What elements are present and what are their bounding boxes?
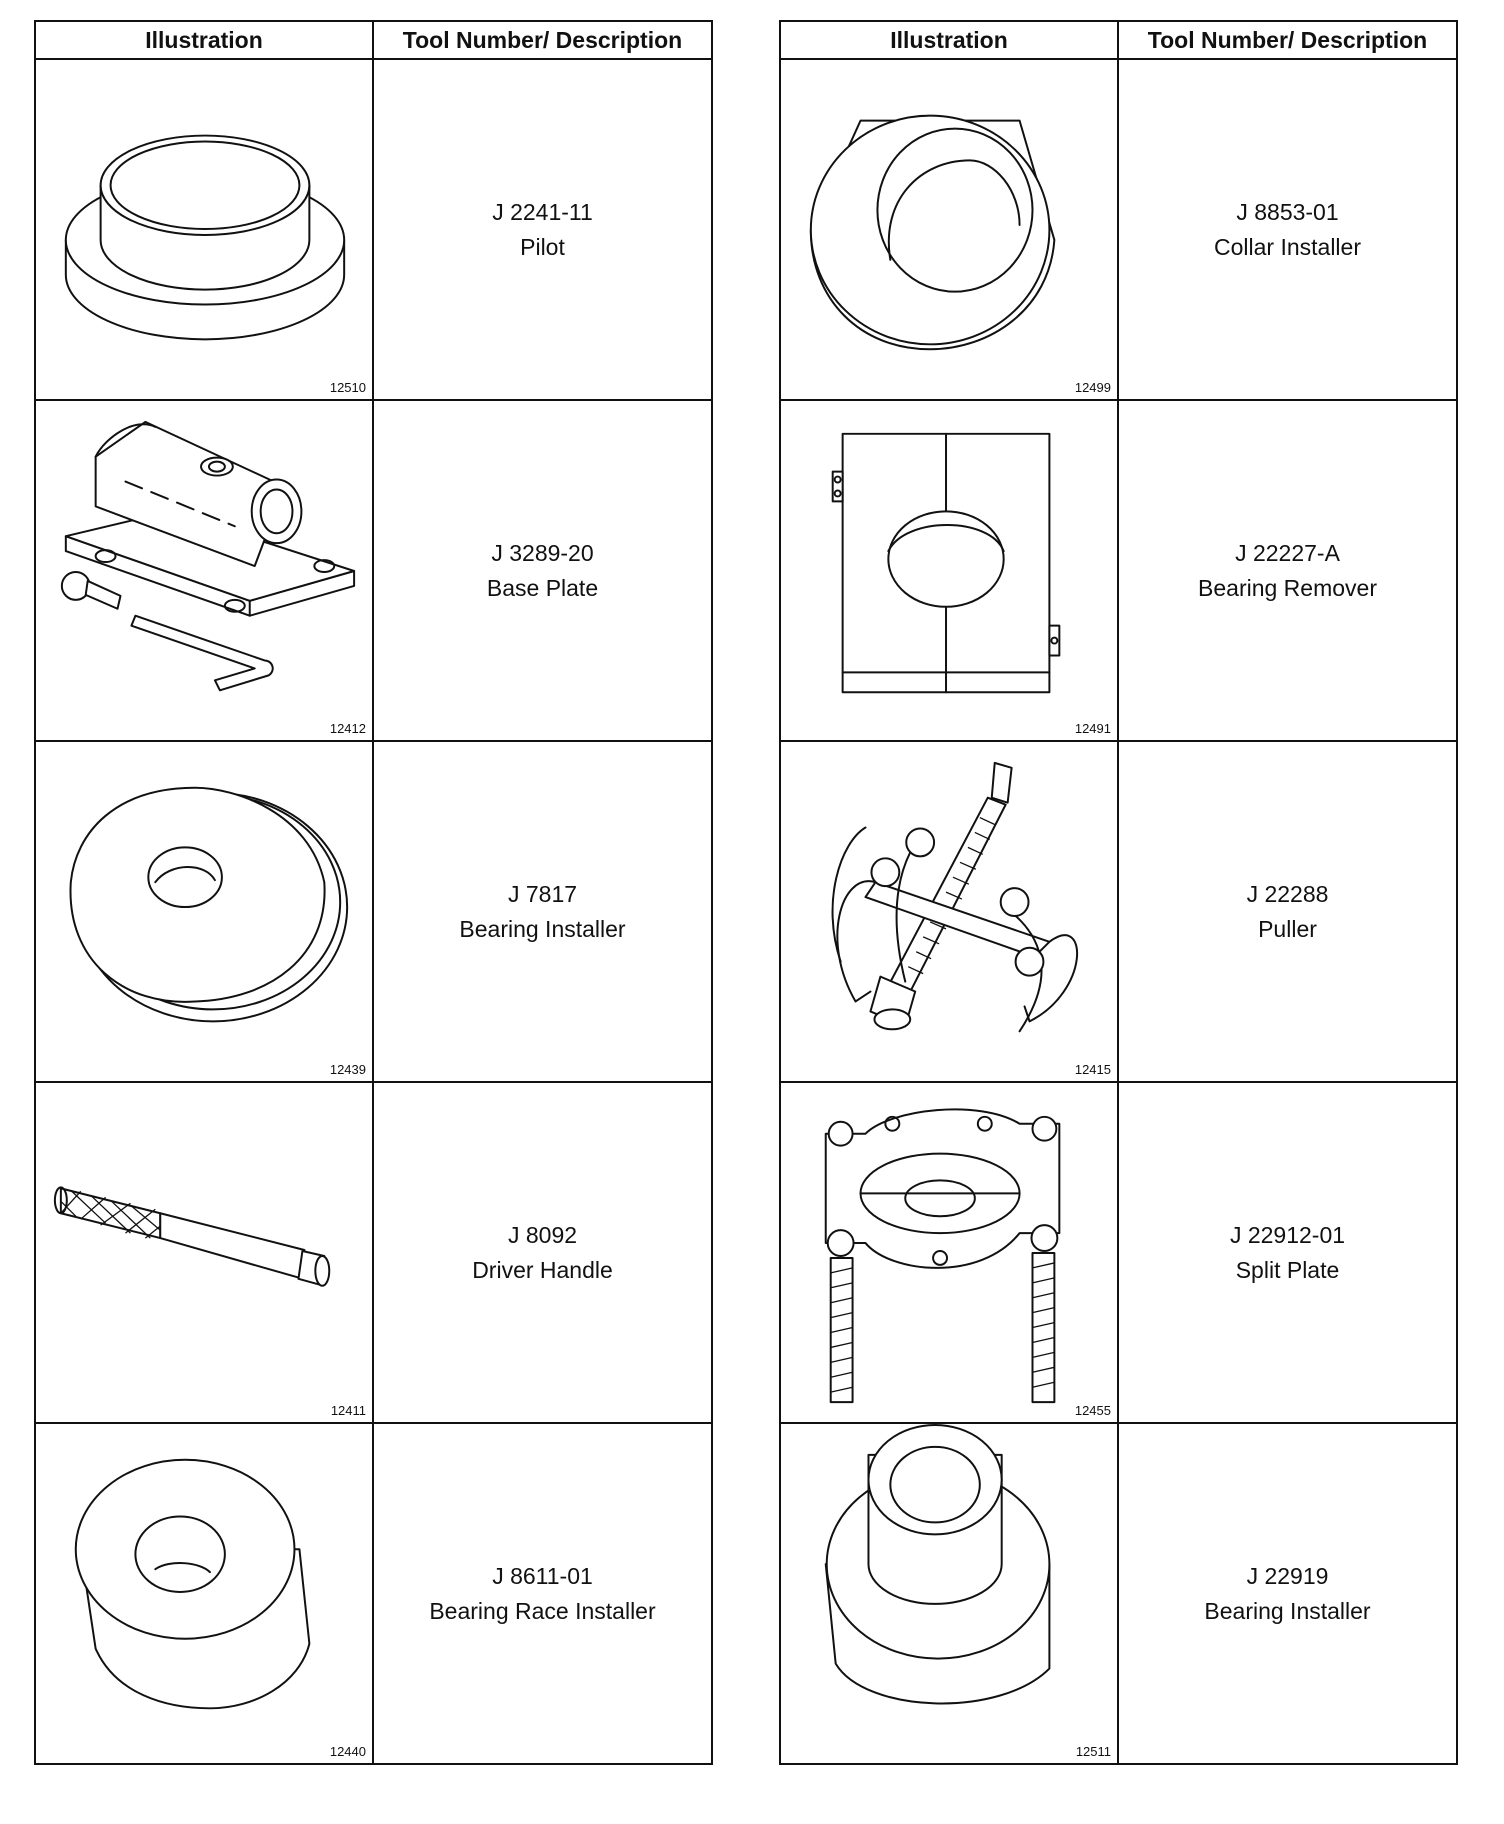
figure-number: 12491 [1074, 721, 1111, 736]
figure-number: 12439 [329, 1062, 366, 1077]
tool-description [373, 741, 712, 1082]
table-row [35, 59, 712, 400]
illustration-cell [781, 1424, 1117, 1763]
illustration-cell [781, 401, 1117, 740]
illustration-cell [781, 742, 1117, 1081]
tool-name: Bearing Race Installer [429, 1597, 656, 1624]
bearing-race-installer-icon [36, 1424, 372, 1763]
tool-description [1118, 741, 1457, 1082]
tool-name: Bearing Remover [1198, 574, 1377, 601]
tool-description [1118, 1423, 1457, 1764]
table-row [780, 59, 1457, 400]
illustration-cell [36, 742, 372, 1081]
figure-number: 12411 [330, 1403, 366, 1418]
illustration-cell [36, 1083, 372, 1422]
figure-number: 12511 [1075, 1744, 1111, 1759]
table-row [780, 741, 1457, 1082]
tool-number: J 22227-A [1235, 539, 1340, 566]
tool-description [1118, 1082, 1457, 1423]
table-row [35, 400, 712, 741]
tool-table-left [34, 20, 713, 1765]
tool-description [373, 1423, 712, 1764]
bearing-installer-cup-icon [781, 1424, 1117, 1763]
table-row [35, 1423, 712, 1764]
illustration-header: Illustration [35, 21, 373, 59]
table-row [35, 741, 712, 1082]
base-plate-icon [36, 401, 372, 740]
table-header-row [35, 21, 712, 59]
table-row [780, 1082, 1457, 1423]
tool-number: J 8611-01 [492, 1562, 593, 1589]
figure-number: 12415 [1074, 1062, 1111, 1077]
pilot-icon [36, 60, 372, 399]
bearing-remover-icon [781, 401, 1117, 740]
figure-number: 12510 [329, 380, 366, 395]
illustration-cell [781, 60, 1117, 399]
puller-icon [781, 742, 1117, 1081]
table-row [780, 1423, 1457, 1764]
illustration-cell [36, 60, 372, 399]
description-header: Tool Number/ Description [1118, 21, 1457, 59]
description-header: Tool Number/ Description [373, 21, 712, 59]
tool-description [373, 59, 712, 400]
table-row [780, 400, 1457, 741]
tool-number: J 22919 [1246, 1562, 1329, 1589]
tool-number: J 8092 [507, 1221, 578, 1248]
illustration-cell [36, 401, 372, 740]
tool-number: J 8853-01 [1236, 198, 1339, 225]
tool-table-right [779, 20, 1458, 1765]
figure-number: 12455 [1074, 1403, 1111, 1418]
tool-name: Collar Installer [1214, 233, 1361, 260]
table-header-row [780, 21, 1457, 59]
collar-installer-icon [781, 60, 1117, 399]
tool-number: J 7817 [507, 880, 578, 907]
figure-number: 12412 [329, 721, 366, 736]
bearing-installer-disc-icon [36, 742, 372, 1081]
tool-name: Bearing Installer [1204, 1597, 1371, 1624]
table-row [35, 1082, 712, 1423]
figure-number: 12499 [1074, 380, 1111, 395]
tool-description [373, 400, 712, 741]
illustration-cell [36, 1424, 372, 1763]
tool-number: J 22912-01 [1229, 1221, 1346, 1248]
illustration-cell [781, 1083, 1117, 1422]
tool-number: J 2241-11 [492, 198, 593, 225]
tool-name: Pilot [520, 233, 565, 260]
tool-name: Base Plate [486, 574, 599, 601]
tool-name: Driver Handle [472, 1256, 613, 1283]
tool-description [1118, 59, 1457, 400]
tool-description [373, 1082, 712, 1423]
driver-handle-icon [36, 1083, 372, 1422]
tool-number: J 3289-20 [491, 539, 594, 566]
figure-number: 12440 [329, 1744, 366, 1759]
tool-description [1118, 400, 1457, 741]
split-plate-icon [781, 1083, 1117, 1422]
tool-number: J 22288 [1246, 880, 1329, 907]
illustration-header: Illustration [780, 21, 1118, 59]
tool-name: Split Plate [1235, 1256, 1340, 1283]
tool-name: Puller [1258, 915, 1317, 942]
tool-name: Bearing Installer [459, 915, 626, 942]
